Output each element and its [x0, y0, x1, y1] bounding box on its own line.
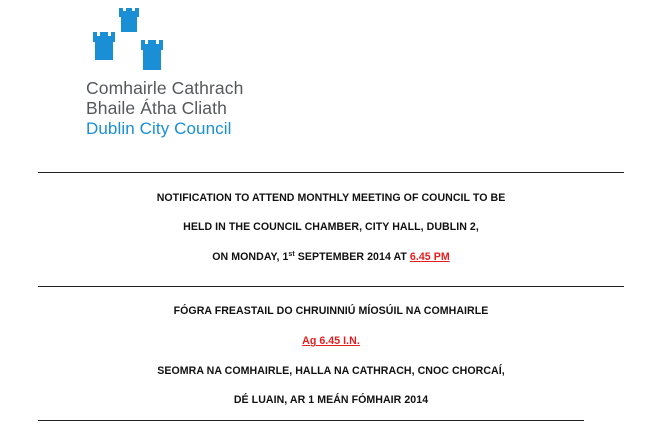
notice-en-line-1: NOTIFICATION TO ATTEND MONTHLY MEETING OF COUNCIL TO BE — [156, 192, 506, 204]
logo-line-irish-1: Comhairle Cathrach — [86, 78, 244, 98]
notice-en-line-3 — [40, 251, 622, 263]
meeting-time-en: 6.45 PM — [409, 251, 450, 263]
castle-icon — [92, 32, 116, 60]
divider-middle — [38, 286, 624, 287]
notice-ga-line-3: SEOMRA NA COMHAIRLE, HALLA NA CATHRACH, CNOC CHORCAÍ, — [157, 365, 505, 377]
castle-icon — [140, 40, 164, 70]
notice-en-line-2: HELD IN THE COUNCIL CHAMBER, CITY HALL, DUBLIN 2, — [183, 221, 479, 233]
logo-line-irish-2: Bhaile Átha Cliath — [86, 98, 227, 118]
notice-en-date: ON MONDAY, 1 — [212, 251, 289, 263]
logo-text — [86, 78, 243, 139]
notice-ga-line-4: DÉ LUAIN, AR 1 MEÁN FÓMHAIR 2014 — [233, 394, 429, 406]
logo-line-english: Dublin City Council — [86, 119, 232, 138]
council-logo — [86, 8, 176, 78]
notice-ga-line-2 — [40, 335, 622, 347]
divider-top — [38, 172, 624, 173]
castle-icon — [118, 8, 140, 32]
divider-bottom — [38, 420, 584, 421]
notice-ga-line-1: FÓGRA FREASTAIL DO CHRUINNIÚ MÍOSÚIL NA COMHAIRLE — [173, 305, 489, 317]
notice-en-date-rest: SEPTEMBER 2014 AT — [294, 251, 410, 263]
date-suffix: st — [288, 251, 295, 258]
three-castles-icon — [86, 8, 176, 78]
meeting-time-ga: Ag 6.45 I.N. — [302, 335, 360, 347]
